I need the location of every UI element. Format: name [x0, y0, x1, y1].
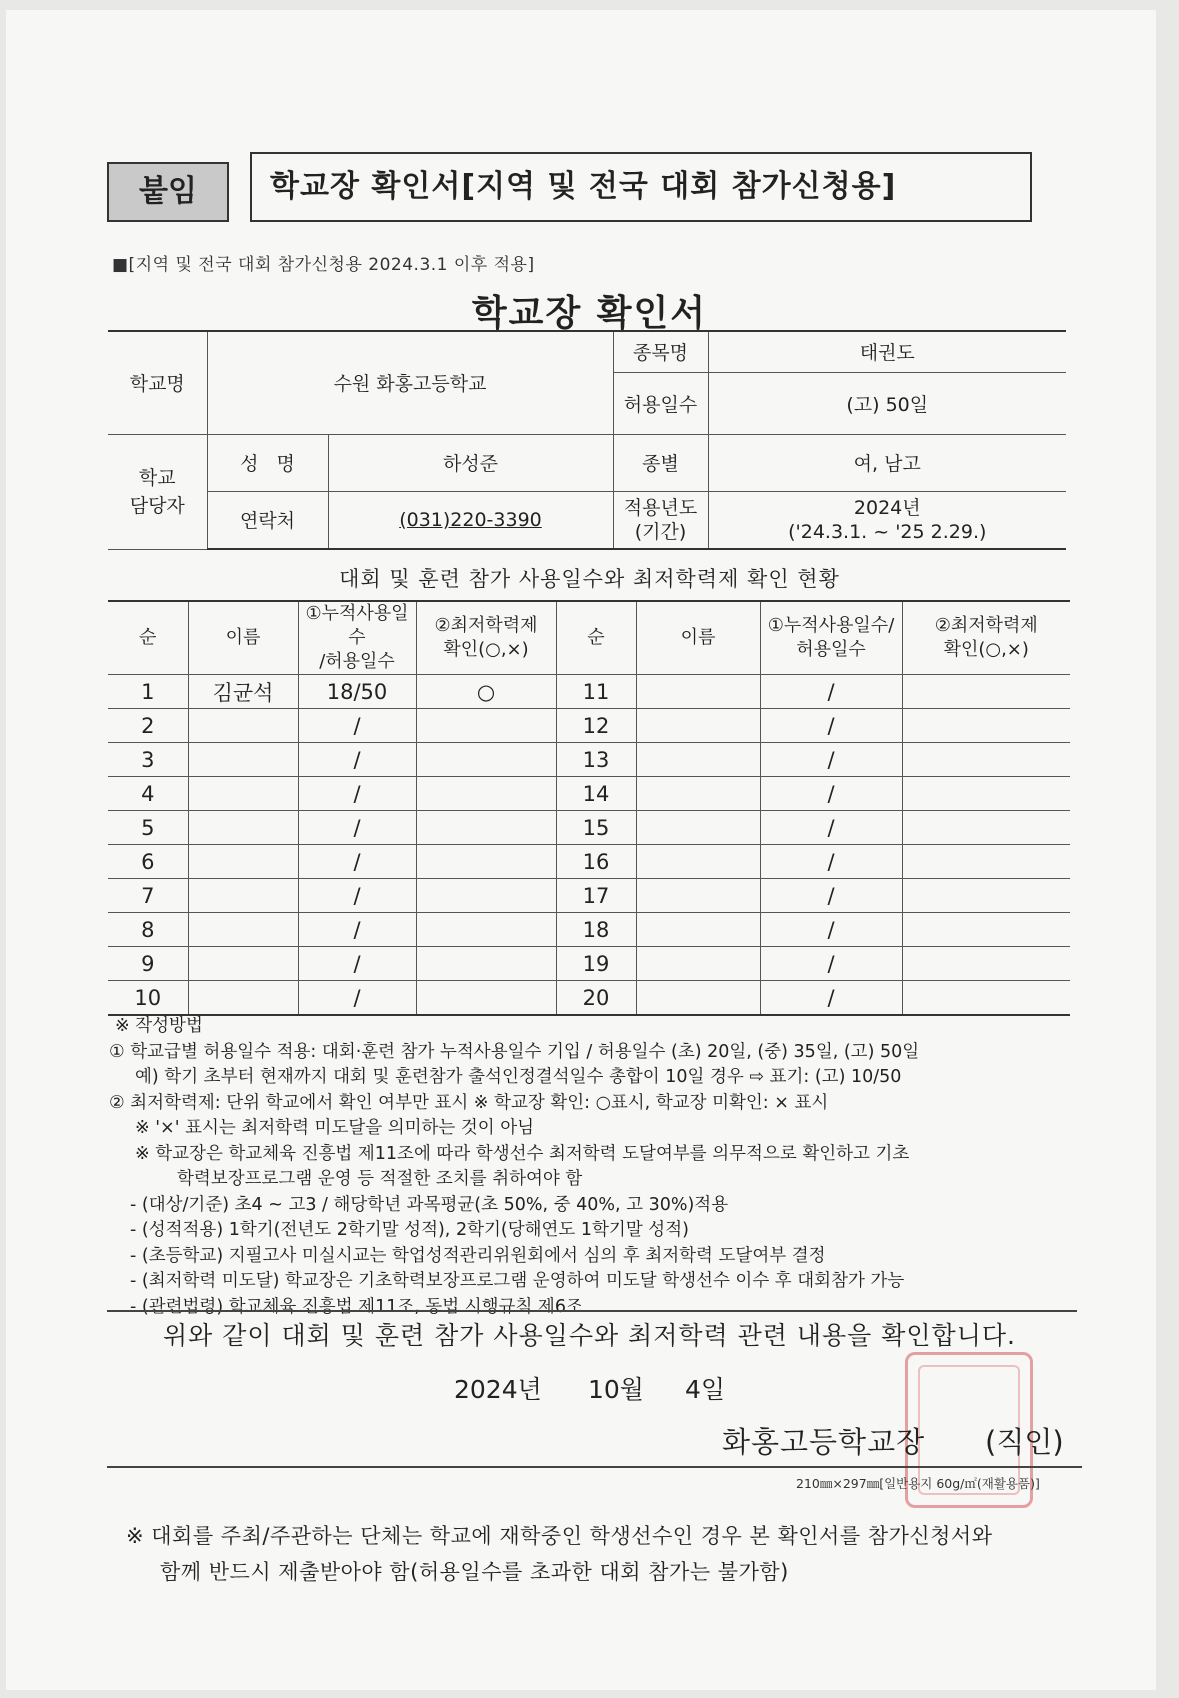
row-name-right	[636, 811, 760, 845]
row-no: 2	[108, 709, 188, 743]
row-days: /	[298, 845, 416, 879]
principal-signature-label: 화홍고등학교장	[722, 1425, 926, 1459]
row-no-right: 14	[556, 777, 636, 811]
row-confirm	[416, 947, 556, 981]
col-days: ①누적사용일수 /허용일수	[298, 601, 416, 675]
row-name	[188, 981, 298, 1016]
table-row	[108, 981, 1070, 1016]
row-no-right: 19	[556, 947, 636, 981]
row-days: /	[298, 947, 416, 981]
row-no: 9	[108, 947, 188, 981]
name-value: 하성준	[328, 434, 613, 491]
table-row	[108, 879, 1070, 913]
period-label: 적용년도 (기간)	[613, 491, 708, 549]
row-name-right	[636, 709, 760, 743]
row-no-right: 16	[556, 845, 636, 879]
instruction-line: - (초등학교) 지필고사 미실시교는 학업성적관리위원회에서 심의 후 최저학력 도달여부 결정	[130, 1245, 826, 1266]
row-no: 10	[108, 981, 188, 1016]
table-row	[108, 947, 1070, 981]
col-no: 순	[108, 601, 188, 675]
table-row	[108, 743, 1070, 777]
row-name	[188, 845, 298, 879]
submission-note	[126, 1518, 993, 1590]
row-days-right: /	[760, 743, 902, 777]
row-days-right: /	[760, 811, 902, 845]
row-days-right: /	[760, 913, 902, 947]
school-label: 학교명	[108, 331, 207, 434]
roster-section-title: 대회 및 훈련 참가 사용일수와 최저학력제 확인 현황	[339, 567, 840, 591]
row-no: 1	[108, 675, 188, 709]
row-name	[188, 709, 298, 743]
row-name-right	[636, 879, 760, 913]
row-confirm	[416, 811, 556, 845]
date-year: 2024년	[454, 1375, 542, 1404]
row-name-right	[636, 913, 760, 947]
row-name	[188, 879, 298, 913]
instruction-line: ① 학교급별 허용일수 적용: 대회·훈련 참가 누적사용일수 기입 / 허용일수 (초) 20일, (중) 35일, (고) 50일	[109, 1041, 920, 1062]
row-name: 김균석	[188, 675, 298, 709]
attachment-label: 붙임	[107, 162, 229, 222]
confirmation-statement: 위와 같이 대회 및 훈련 참가 사용일수와 최저학력 관련 내용을 확인합니다.	[163, 1321, 1016, 1350]
row-days: /	[298, 811, 416, 845]
row-no: 4	[108, 777, 188, 811]
note-line: ※ 대회를 주최/주관하는 단체는 학교에 재학중인 학생선수인 경우 본 확인서를 참가신청서와	[126, 1524, 993, 1548]
instruction-line: - (관련법령) 학교체육 진흥법 제11조, 동법 시행규칙 제6조	[130, 1296, 583, 1317]
row-no-right: 20	[556, 981, 636, 1016]
row-no-right: 12	[556, 709, 636, 743]
row-no-right: 13	[556, 743, 636, 777]
row-days: /	[298, 879, 416, 913]
row-name	[188, 913, 298, 947]
row-days-right: /	[760, 709, 902, 743]
row-confirm-right	[902, 743, 1070, 777]
form-title: 학교장 확인서[지역 및 전국 대회 참가신청용]	[250, 152, 1032, 222]
row-confirm	[416, 879, 556, 913]
row-no-right: 17	[556, 879, 636, 913]
col-confirm-right: ②최저학력제 확인(○,×)	[902, 601, 1070, 675]
sport-value: 태권도	[708, 331, 1066, 372]
row-no-right: 18	[556, 913, 636, 947]
sport-label: 종목명	[613, 331, 708, 372]
instruction-line: - (성적적용) 1학기(전년도 2학기말 성적), 2학기(당해연도 1학기말 성적)	[130, 1220, 689, 1240]
instruction-line: - (최저학력 미도달) 학교장은 기초학력보장프로그램 운영하여 미도달 학생선수 이수 후 대회참가 가능	[130, 1271, 905, 1291]
contact-label: 연락처	[207, 491, 328, 549]
row-confirm: ○	[416, 675, 556, 709]
row-name	[188, 743, 298, 777]
row-confirm-right	[902, 947, 1070, 981]
row-name-right	[636, 743, 760, 777]
row-name-right	[636, 981, 760, 1016]
row-no-right: 11	[556, 675, 636, 709]
period-range: ('24.3.1. ~ '25 2.29.)	[788, 520, 987, 543]
row-confirm-right	[902, 777, 1070, 811]
row-name-right	[636, 675, 760, 709]
divider	[107, 1310, 1077, 1312]
allowed-days-value: (고) 50일	[708, 372, 1066, 434]
row-days-right: /	[760, 981, 902, 1016]
table-row	[108, 811, 1070, 845]
contact-value: (031)220-3390	[399, 508, 542, 531]
col-days-right: ①누적사용일수/ 허용일수	[760, 601, 902, 675]
row-confirm	[416, 981, 556, 1016]
row-confirm	[416, 913, 556, 947]
instruction-line: - (대상/기준) 초4 ~ 고3 / 해당학년 과목평균(초 50%, 중 40%, 고 30%)적용	[130, 1194, 729, 1215]
paper-spec: 210㎜×297㎜[일반용지 60g/㎡(재활용품)]	[796, 1476, 1040, 1491]
row-name	[188, 947, 298, 981]
col-no-right: 순	[556, 601, 636, 675]
applicability-note: ■[지역 및 전국 대회 참가신청용 2024.3.1 이후 적용]	[112, 255, 535, 275]
row-days: /	[298, 777, 416, 811]
school-info-table	[108, 330, 1066, 550]
row-no: 5	[108, 811, 188, 845]
allowed-days-label: 허용일수	[613, 372, 708, 434]
row-no: 3	[108, 743, 188, 777]
row-name-right	[636, 777, 760, 811]
table-row	[108, 675, 1070, 709]
row-days-right: /	[760, 777, 902, 811]
seal-label: (직인)	[985, 1425, 1064, 1459]
table-row	[108, 913, 1070, 947]
table-row	[108, 777, 1070, 811]
row-days-right: /	[760, 947, 902, 981]
page-title: 학교장 확인서	[471, 293, 708, 334]
manager-label: 학교 담당자	[108, 434, 207, 549]
instructions-heading: ※ 작성방법	[115, 1016, 203, 1036]
writing-instructions	[109, 1014, 1075, 1320]
col-name: 이름	[188, 601, 298, 675]
row-confirm-right	[902, 811, 1070, 845]
roster-table	[108, 600, 1070, 1016]
instruction-line: ② 최저학력제: 단위 학교에서 확인 여부만 표시 ※ 학교장 확인: ○표시, 학교장 미확인: × 표시	[109, 1092, 829, 1113]
row-no-right: 15	[556, 811, 636, 845]
row-days: /	[298, 913, 416, 947]
instruction-line: ※ '×' 표시는 최저학력 미도달을 의미하는 것이 아님	[135, 1118, 535, 1138]
table-row	[108, 845, 1070, 879]
row-name	[188, 777, 298, 811]
row-days-right: /	[760, 879, 902, 913]
period-cell	[708, 491, 1066, 549]
row-confirm-right	[902, 709, 1070, 743]
instruction-line: ※ 학교장은 학교체육 진흥법 제11조에 따라 학생선수 최저학력 도달여부를 의무적으로 확인하고 기초	[135, 1143, 910, 1164]
row-days: 18/50	[298, 675, 416, 709]
gender-label: 종별	[613, 434, 708, 491]
row-confirm	[416, 743, 556, 777]
row-no: 7	[108, 879, 188, 913]
col-name-right: 이름	[636, 601, 760, 675]
row-confirm-right	[902, 913, 1070, 947]
row-name-right	[636, 947, 760, 981]
row-confirm	[416, 845, 556, 879]
row-days: /	[298, 743, 416, 777]
row-confirm-right	[902, 845, 1070, 879]
period-year: 2024년	[853, 496, 921, 519]
instruction-line: 학력보장프로그램 운영 등 적절한 조치를 취하여야 함	[177, 1169, 583, 1189]
contact-cell	[328, 491, 613, 549]
note-line: 함께 반드시 제출받아야 함(허용일수를 초과한 대회 참가는 불가함)	[160, 1560, 789, 1584]
row-no: 8	[108, 913, 188, 947]
gender-value: 여, 남고	[708, 434, 1066, 491]
row-days: /	[298, 709, 416, 743]
row-days-right: /	[760, 845, 902, 879]
row-name-right	[636, 845, 760, 879]
row-confirm	[416, 777, 556, 811]
row-no: 6	[108, 845, 188, 879]
row-days-right: /	[760, 675, 902, 709]
row-confirm-right	[902, 981, 1070, 1016]
date-day: 4일	[685, 1375, 726, 1404]
row-confirm-right	[902, 675, 1070, 709]
date-month: 10월	[588, 1375, 644, 1404]
row-confirm	[416, 709, 556, 743]
name-label: 성 명	[207, 434, 328, 491]
divider	[107, 1466, 1082, 1468]
school-value: 수원 화홍고등학교	[207, 331, 613, 434]
row-days: /	[298, 981, 416, 1016]
row-confirm-right	[902, 879, 1070, 913]
table-row	[108, 709, 1070, 743]
col-confirm: ②최저학력제 확인(○,×)	[416, 601, 556, 675]
row-name	[188, 811, 298, 845]
instruction-line: 예) 학기 초부터 현재까지 대회 및 훈련참가 출석인정결석일수 총합이 10일 경우 ⇨ 표기: (고) 10/50	[135, 1067, 902, 1087]
